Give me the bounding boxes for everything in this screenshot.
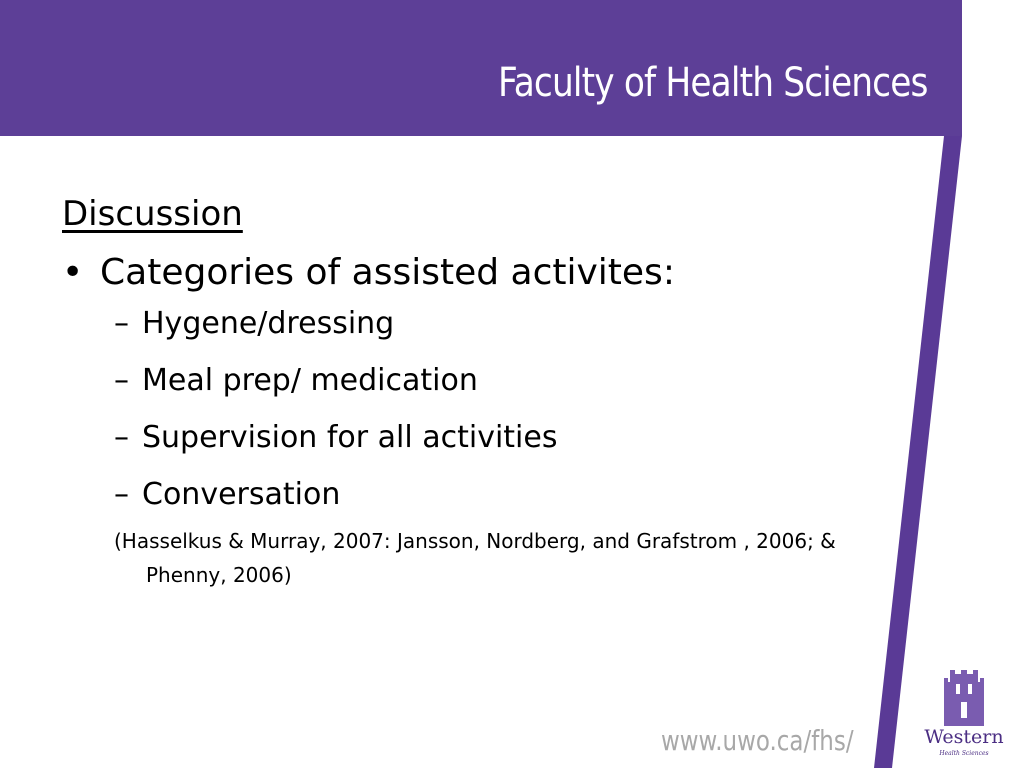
en-dash-icon: –: [114, 477, 129, 512]
sub-bullet-item: [114, 361, 882, 401]
en-dash-icon: –: [114, 363, 129, 398]
header-title: Faculty of Health Sciences: [498, 60, 928, 106]
citation: (Hasselkus & Murray, 2007: Jansson, Nordberg, and Grafstrom , 2006; & Phenny, 2006): [114, 529, 836, 587]
western-logo: [920, 668, 1008, 764]
western-tower-logo-icon: [920, 668, 1008, 728]
footer-url: www.uwo.ca/fhs/: [661, 724, 854, 757]
slide-heading: Discussion: [62, 194, 243, 234]
sub-bullet-text: Conversation: [142, 477, 341, 512]
en-dash-icon: –: [114, 420, 129, 455]
sub-bullet-item: [114, 475, 882, 515]
sub-bullet-text: Supervision for all activities: [142, 420, 558, 455]
logo-wordmark: Western: [924, 726, 1004, 748]
sub-bullet-text: Meal prep/ medication: [142, 363, 478, 398]
sub-bullet-list: [114, 304, 882, 515]
main-bullet-text: Categories of assisted activites:: [100, 252, 675, 293]
sub-bullet-text: Hygene/dressing: [142, 306, 395, 341]
main-bullet: [62, 250, 882, 296]
bullet-dot-icon: •: [62, 252, 84, 293]
sub-bullet-item: [114, 304, 882, 344]
sub-bullet-item: [114, 418, 882, 458]
en-dash-icon: –: [114, 306, 129, 341]
logo-subtext: Health Sciences: [939, 750, 989, 757]
slide-content: [62, 192, 882, 592]
